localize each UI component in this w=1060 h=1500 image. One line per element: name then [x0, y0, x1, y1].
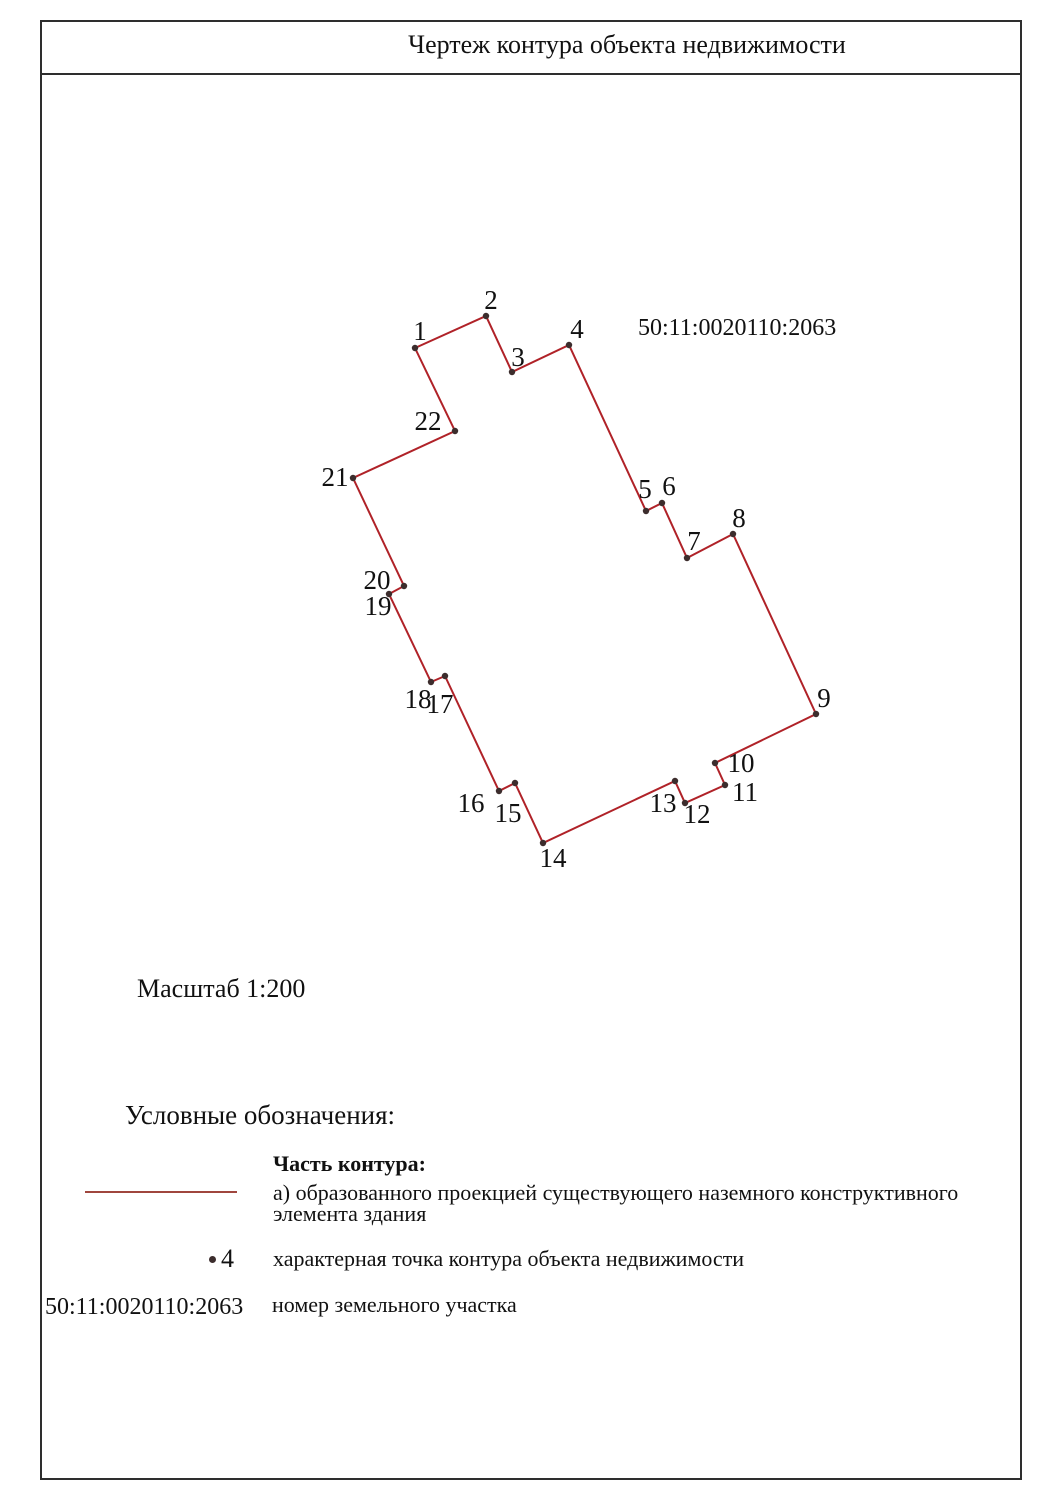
vertex-point-5 [643, 508, 649, 514]
vertex-label-9: 9 [817, 683, 831, 713]
legend-part-title: Часть контура: [273, 1151, 426, 1176]
parcel-number-label: 50:11:0020110:2063 [638, 315, 837, 341]
legend-point-description: характерная точка контура объекта недвижимости [273, 1246, 745, 1271]
vertex-label-17: 17 [426, 689, 454, 719]
vertex-point-16 [496, 788, 502, 794]
vertex-label-3: 3 [511, 342, 525, 372]
vertex-label-1: 1 [413, 316, 427, 346]
vertex-label-7: 7 [687, 526, 701, 556]
vertex-label-22: 22 [414, 406, 442, 436]
vertex-label-18: 18 [404, 684, 432, 714]
vertex-label-4: 4 [570, 314, 584, 344]
legend-parcel-number: 50:11:0020110:2063 [45, 1294, 244, 1320]
vertex-label-20: 20 [363, 565, 391, 595]
legend-parcel-description: номер земельного участка [272, 1292, 517, 1317]
vertex-label-6: 6 [662, 471, 676, 501]
scale-note: Масштаб 1:200 [137, 974, 306, 1003]
legend-contour-line-sample [85, 1191, 237, 1193]
vertex-label-15: 15 [494, 798, 522, 828]
legend-part-description-line1: а) образованного проекцией существующего наземного конструктивного [273, 1180, 959, 1205]
vertex-point-21 [350, 475, 356, 481]
vertex-point-17 [442, 673, 448, 679]
vertex-label-2: 2 [484, 285, 498, 315]
vertex-label-21: 21 [321, 462, 349, 492]
vertex-point-11 [722, 782, 728, 788]
vertex-label-8: 8 [732, 503, 746, 533]
vertex-label-11: 11 [732, 777, 758, 807]
legend-part-description-line2: элемента здания [273, 1201, 427, 1226]
page-title: Чертеж контура объекта недвижимости [408, 30, 846, 59]
vertex-point-20 [401, 583, 407, 589]
vertex-point-15 [512, 780, 518, 786]
vertex-label-12: 12 [683, 799, 711, 829]
legend-point-symbol: 4 [221, 1244, 234, 1273]
vertex-label-14: 14 [539, 843, 567, 873]
vertex-label-10: 10 [727, 748, 755, 778]
vertex-label-19: 19 [364, 591, 392, 621]
vertex-label-5: 5 [638, 474, 652, 504]
vertex-point-22 [452, 428, 458, 434]
vertex-label-16: 16 [457, 788, 485, 818]
legend-point-icon [209, 1256, 216, 1263]
contour-svg [300, 270, 880, 890]
vertex-label-13: 13 [649, 788, 677, 818]
vertex-point-13 [672, 778, 678, 784]
vertex-point-10 [712, 760, 718, 766]
legend-heading: Условные обозначения: [125, 1100, 396, 1130]
